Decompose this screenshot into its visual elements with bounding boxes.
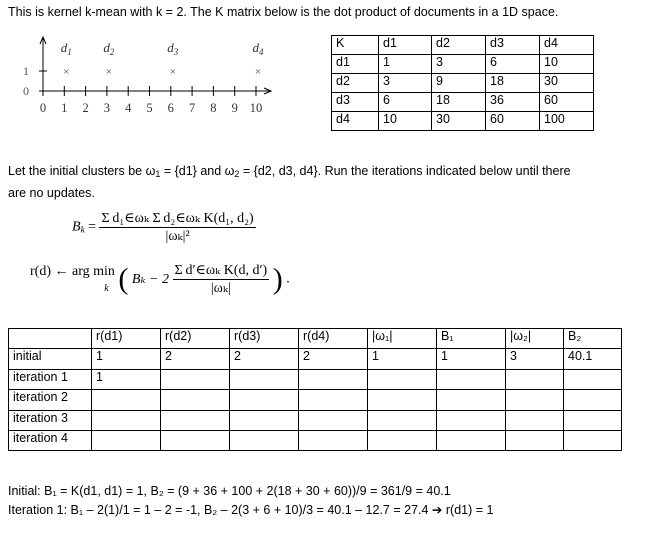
table-cell: 10 xyxy=(379,112,432,131)
k-matrix-row xyxy=(332,74,594,93)
table-cell: iteration 1 xyxy=(9,369,92,389)
k-matrix-table xyxy=(331,35,594,131)
table-cell xyxy=(299,390,368,410)
table-cell: 30 xyxy=(432,112,486,131)
table-cell: d4 xyxy=(332,112,379,131)
table-cell xyxy=(437,369,506,389)
x-tick-label: 4 xyxy=(125,101,132,115)
table-cell xyxy=(368,369,437,389)
x-tick-label: 10 xyxy=(249,101,263,115)
doc-label: $d_1$ xyxy=(60,40,72,57)
table-cell: iteration 2 xyxy=(9,390,92,410)
table-cell: 9 xyxy=(432,74,486,93)
table-cell: 36 xyxy=(486,93,540,112)
table-cell: 60 xyxy=(486,112,540,131)
x-tick-label: 6 xyxy=(167,101,174,115)
table-cell: 2 xyxy=(230,349,299,369)
iteration-row xyxy=(9,390,622,410)
table-cell xyxy=(92,430,161,450)
table-cell: 1 xyxy=(437,349,506,369)
table-cell: 3 xyxy=(379,74,432,93)
table-cell xyxy=(230,369,299,389)
x-tick-label: 7 xyxy=(188,101,196,115)
table-cell: B₁ xyxy=(437,329,506,349)
x-tick-label: 9 xyxy=(231,101,238,115)
table-cell xyxy=(437,410,506,430)
doc-label: $d_4$ xyxy=(252,40,264,57)
table-cell xyxy=(506,430,564,450)
table-cell xyxy=(299,410,368,430)
doc-label: $d_2$ xyxy=(103,40,115,57)
doc-label-sub: 4 xyxy=(259,47,264,57)
table-cell: |ω₁| xyxy=(368,329,437,349)
table-cell xyxy=(230,390,299,410)
table-cell xyxy=(9,329,92,349)
clusters-paragraph: Let the initial clusters be $\omega_1 = \{d1\}$ and $\omega_2 = \{d2$, d3, d4}. Run the iterations indicated below until there are no updates. xyxy=(8,164,571,200)
table-cell xyxy=(161,430,230,450)
table-cell: 1 xyxy=(92,349,161,369)
intro-text: This is kernel k-mean with k = 2. The K matrix below is the dot product of documents in a 1D space. xyxy=(8,5,559,19)
table-cell: 30 xyxy=(540,74,594,93)
table-cell: d2 xyxy=(432,36,486,55)
note-iteration-1: Iteration 1: B₁ – 2(1)/1 = 1 – 2 = -1, B₂ – 2(3 + 6 + 10)/3 = 40.1 – 12.7 = 27.4 ➔ r(d1) = 1 xyxy=(8,503,494,517)
x-tick-label: 5 xyxy=(146,101,153,115)
table-cell xyxy=(161,369,230,389)
table-cell: iteration 3 xyxy=(9,410,92,430)
y-tick-label: 1 xyxy=(23,64,29,78)
table-cell xyxy=(92,410,161,430)
table-cell: |ω₂| xyxy=(506,329,564,349)
bk-formula: $B_k$ = $\frac{\text{Σ d₁∈ωₖ Σ d₂∈ωₖ K(d₁, d₂)}}{\text{|ωₖ|²}}$ xyxy=(72,211,254,244)
iteration-row xyxy=(9,430,622,450)
table-cell xyxy=(506,410,564,430)
table-cell xyxy=(161,410,230,430)
table-cell: r(d2) xyxy=(161,329,230,349)
table-cell: d3 xyxy=(486,36,540,55)
doc-label: $d_3$ xyxy=(167,40,179,57)
table-cell xyxy=(437,430,506,450)
table-cell xyxy=(92,390,161,410)
table-cell: 3 xyxy=(506,349,564,369)
table-cell xyxy=(564,430,622,450)
table-cell xyxy=(161,390,230,410)
table-cell xyxy=(230,410,299,430)
k-matrix-row-header xyxy=(332,36,594,55)
rd-formula: r(d) ← arg min k ( Bₖ − 2 $\frac{\text{Σ d′∈ωₖ K(d, d′)}}{\text{|ωₖ|}}$ ) . xyxy=(30,262,290,296)
iteration-row-header xyxy=(9,329,622,349)
table-cell: 2 xyxy=(161,349,230,369)
table-cell: d2 xyxy=(332,74,379,93)
table-cell xyxy=(437,390,506,410)
iteration-row xyxy=(9,349,622,369)
table-cell: 1 xyxy=(379,55,432,74)
table-cell: K xyxy=(332,36,379,55)
iteration-table xyxy=(8,328,622,451)
x-tick-label: 8 xyxy=(210,101,217,115)
table-cell xyxy=(564,369,622,389)
table-cell: d3 xyxy=(332,93,379,112)
table-cell: 10 xyxy=(540,55,594,74)
table-cell: 3 xyxy=(432,55,486,74)
table-cell xyxy=(506,390,564,410)
number-line-plot xyxy=(0,36,280,116)
table-cell: d4 xyxy=(540,36,594,55)
doc-label-sub: 3 xyxy=(173,47,179,57)
table-cell xyxy=(564,410,622,430)
iteration-row xyxy=(9,369,622,389)
x-tick-label: 2 xyxy=(82,101,89,115)
doc-marker: × xyxy=(169,66,176,78)
doc-label-sub: 2 xyxy=(109,47,115,57)
table-cell: initial xyxy=(9,349,92,369)
x-tick-label: 3 xyxy=(103,101,111,115)
table-cell: iteration 4 xyxy=(9,430,92,450)
table-cell xyxy=(230,430,299,450)
k-matrix-row xyxy=(332,55,594,74)
table-cell: 60 xyxy=(540,93,594,112)
table-cell: r(d4) xyxy=(299,329,368,349)
table-cell xyxy=(506,369,564,389)
table-cell xyxy=(299,430,368,450)
doc-marker: × xyxy=(63,66,70,78)
doc-marker: × xyxy=(254,66,262,78)
table-cell: 1 xyxy=(368,349,437,369)
doc-label-sub: 1 xyxy=(67,47,72,57)
table-cell: 2 xyxy=(299,349,368,369)
k-matrix-row xyxy=(332,112,594,131)
table-cell: 6 xyxy=(379,93,432,112)
table-cell: 18 xyxy=(432,93,486,112)
table-cell xyxy=(368,390,437,410)
doc-marker: × xyxy=(105,66,113,78)
table-cell: d1 xyxy=(379,36,432,55)
table-cell: r(d3) xyxy=(230,329,299,349)
table-cell: 6 xyxy=(486,55,540,74)
table-cell: B₂ xyxy=(564,329,622,349)
table-cell: 1 xyxy=(92,369,161,389)
x-tick-label: 0 xyxy=(39,101,47,115)
table-cell xyxy=(299,369,368,389)
table-cell xyxy=(368,430,437,450)
note-initial: Initial: B₁ = K(d1, d1) = 1, B₂ = (9 + 36 + 100 + 2(18 + 30 + 60))/9 = 361/9 = 40.1 xyxy=(8,484,451,498)
table-cell: r(d1) xyxy=(92,329,161,349)
table-cell xyxy=(564,390,622,410)
x-tick-label: 1 xyxy=(61,101,68,115)
table-cell: 100 xyxy=(540,112,594,131)
iteration-row xyxy=(9,410,622,430)
table-cell xyxy=(368,410,437,430)
k-matrix-row xyxy=(332,93,594,112)
y-tick-label: 0 xyxy=(23,84,29,98)
table-cell: 18 xyxy=(486,74,540,93)
table-cell: 40.1 xyxy=(564,349,622,369)
table-cell: d1 xyxy=(332,55,379,74)
